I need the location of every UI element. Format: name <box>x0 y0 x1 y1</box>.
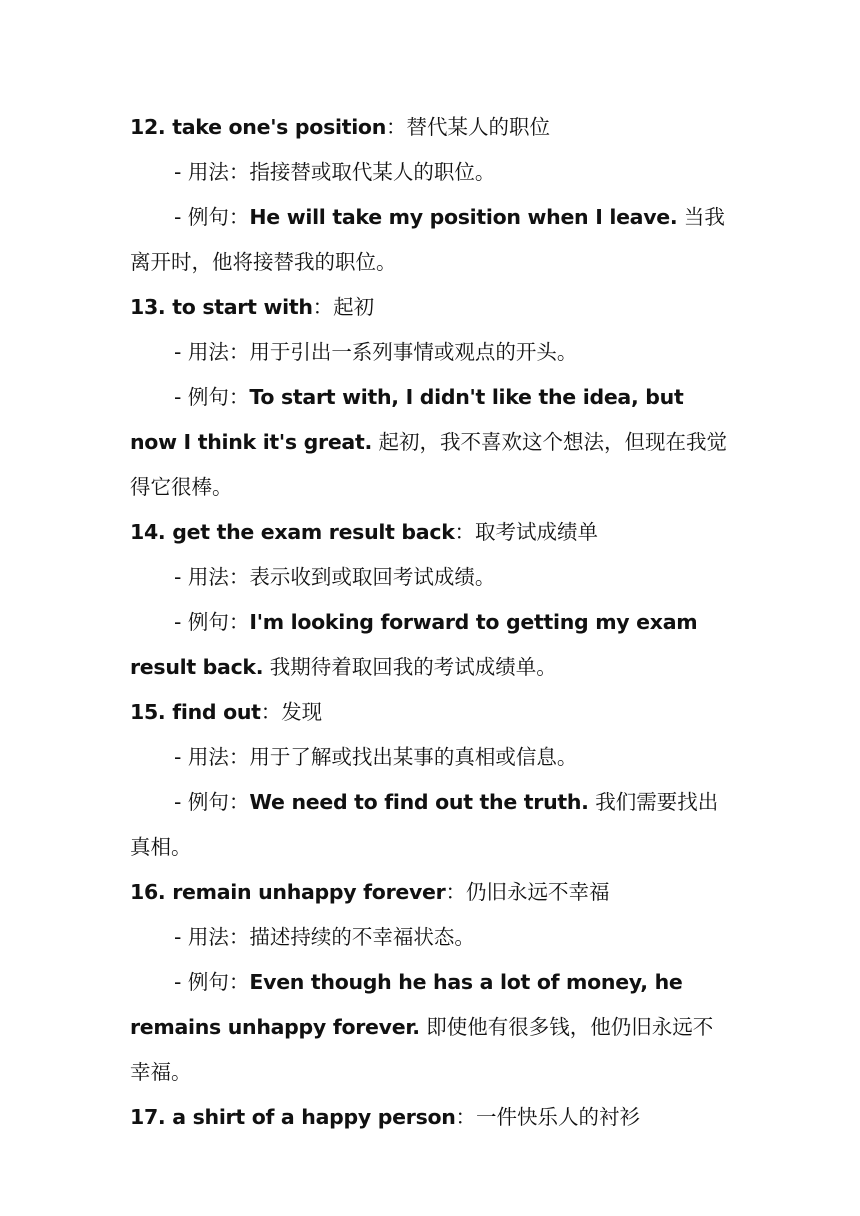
example-translation: 起初，我不喜欢这个想法，但现在我觉得它很棒。 <box>130 430 727 499</box>
phrase-english: 15. find out <box>130 700 261 724</box>
example-translation: 我期待着取回我的考试成绩单。 <box>263 655 557 679</box>
phrase-meaning: ：起初 <box>312 295 375 319</box>
usage-text: 指接替或取代某人的职位。 <box>249 160 496 184</box>
example-label: - 例句： <box>174 385 250 409</box>
phrase-english: 16. remain unhappy forever <box>130 880 446 904</box>
example-english: We need to find out the truth. <box>249 790 589 814</box>
example-english: He will take my position when I leave. <box>249 205 678 229</box>
entry-heading <box>130 690 732 735</box>
usage-text: 描述持续的不幸福状态。 <box>249 925 475 949</box>
example-translation: 当我离开时，他将接替我的职位。 <box>130 205 725 274</box>
phrase-meaning: ：仍旧永远不幸福 <box>445 880 610 904</box>
example-line <box>130 960 732 1095</box>
phrase-meaning: ：发现 <box>260 700 323 724</box>
usage-line <box>130 915 732 960</box>
usage-line <box>130 150 732 195</box>
usage-label: - 用法： <box>174 340 250 364</box>
entry-heading <box>130 510 732 555</box>
usage-text: 用于了解或找出某事的真相或信息。 <box>249 745 578 769</box>
entry-heading <box>130 105 732 150</box>
phrase-english: 13. to start with <box>130 295 313 319</box>
example-line <box>130 600 732 690</box>
example-english: I'm looking forward to getting my exam result back. <box>130 610 698 679</box>
example-label: - 例句： <box>174 610 250 634</box>
example-line <box>130 195 732 285</box>
example-label: - 例句： <box>174 970 250 994</box>
phrase-english: 12. take one's position <box>130 115 386 139</box>
phrase-meaning: ：替代某人的职位 <box>386 115 550 139</box>
entry-heading <box>130 285 732 330</box>
document-content <box>130 105 732 1140</box>
usage-line <box>130 330 732 375</box>
usage-text: 表示收到或取回考试成绩。 <box>249 565 496 589</box>
example-english: Even though he has a lot of money, he remains unhappy forever. <box>130 970 683 1039</box>
example-translation: 我们需要找出真相。 <box>130 790 719 859</box>
entry-heading <box>130 1095 732 1140</box>
example-line <box>130 780 732 870</box>
example-translation: 即使他有很多钱，他仍旧永远不幸福。 <box>130 1015 714 1084</box>
example-english: To start with, I didn't like the idea, but now I think it's great. <box>130 385 684 454</box>
usage-line <box>130 735 732 780</box>
phrase-meaning: ：一件快乐人的衬衫 <box>455 1105 641 1129</box>
phrase-english: 14. get the exam result back <box>130 520 455 544</box>
usage-text: 用于引出一系列事情或观点的开头。 <box>249 340 578 364</box>
usage-label: - 用法： <box>174 160 250 184</box>
entry-heading <box>130 870 732 915</box>
usage-line <box>130 555 732 600</box>
usage-label: - 用法： <box>174 745 250 769</box>
example-label: - 例句： <box>174 790 250 814</box>
usage-label: - 用法： <box>174 565 250 589</box>
phrase-english: 17. a shirt of a happy person <box>130 1105 456 1129</box>
phrase-meaning: ：取考试成绩单 <box>454 520 599 544</box>
example-label: - 例句： <box>174 205 250 229</box>
example-line <box>130 375 732 510</box>
usage-label: - 用法： <box>174 925 250 949</box>
